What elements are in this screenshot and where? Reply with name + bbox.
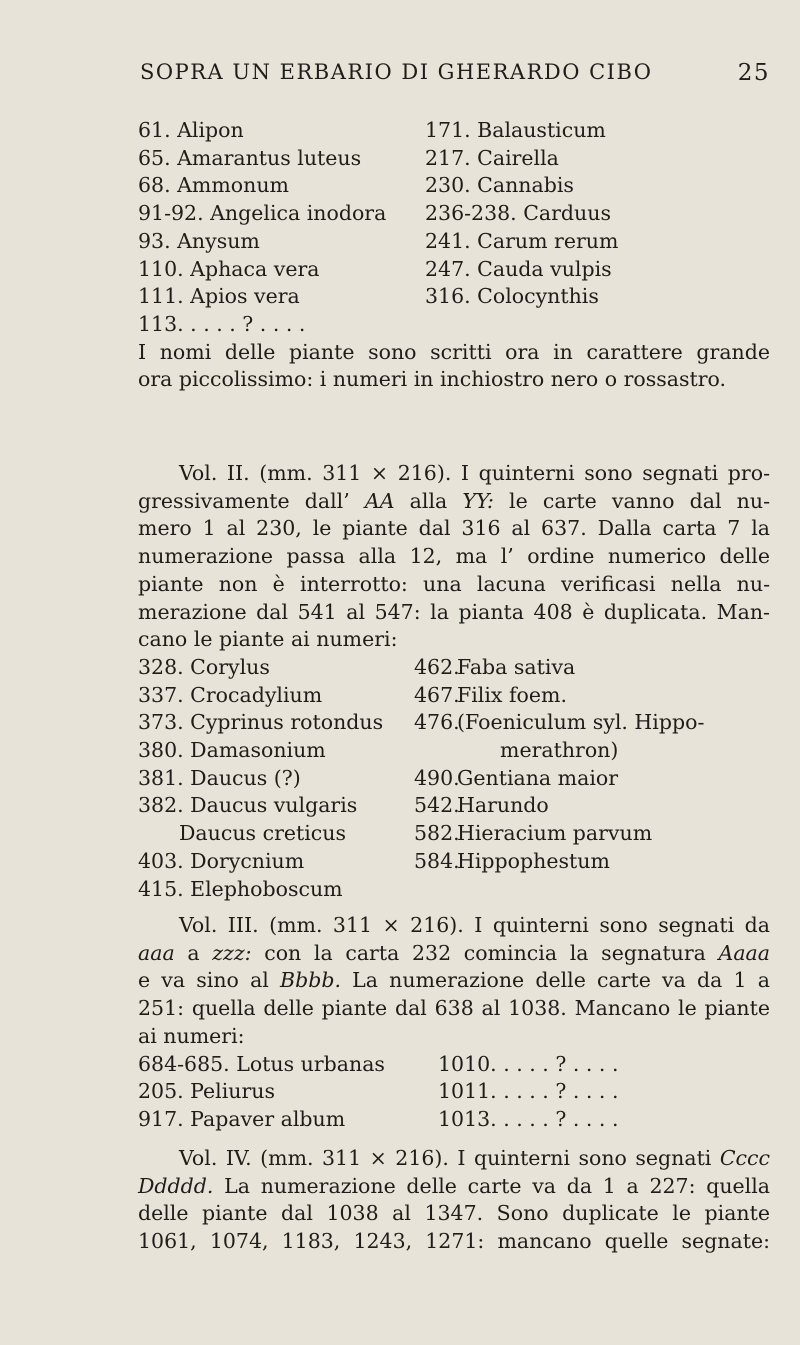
list-item: 476. (Foeniculum syl. Hippo-: [414, 710, 705, 735]
quire-mark: Ddddd.: [138, 1173, 214, 1198]
list-column-left: [138, 654, 414, 903]
list-item: 111. Apios vera: [138, 284, 300, 309]
running-title: SOPRA UN ERBARIO DI GHERARDO CIBO: [140, 60, 653, 84]
quire-mark: Aaaa: [718, 940, 770, 965]
list-item: 1010. . . . . ? . . . .: [438, 1051, 619, 1076]
paragraph-line: 251: quella delle piante dal 638 al 1038. Mancano le piante: [138, 996, 770, 1021]
quire-mark: zzz:: [212, 940, 252, 965]
list-item: 467. Filix foem.: [414, 682, 567, 707]
vol-4-section: [138, 1145, 770, 1256]
list-item: 1011. . . . . ? . . . .: [438, 1079, 619, 1104]
list-item: 61. Alipon: [138, 118, 244, 142]
list-item: 113. . . . . ? . . . .: [138, 311, 306, 336]
list-item: 917. Papaver album: [138, 1106, 346, 1131]
list-item: 217. Cairella: [425, 145, 559, 170]
list-row: [138, 1078, 770, 1106]
paragraph-line: numerazione passa alla 12, ma l’ ordine numerico delle: [138, 544, 770, 569]
list-column-right: [414, 654, 770, 903]
list-row: [138, 200, 770, 228]
note-line: ora piccolissimo: i numeri in inchiostro nero o rossastro.: [138, 367, 727, 392]
quire-mark: aaa: [138, 940, 175, 965]
list-row: [138, 311, 770, 339]
list-item: 68. Ammonum: [138, 173, 289, 198]
vol-2-section: [138, 460, 770, 903]
list-item: 171. Balausticum: [425, 118, 606, 142]
list-row: [138, 145, 770, 173]
list-item: 380. Damasonium: [138, 738, 326, 763]
list-item: 93. Anysum: [138, 228, 260, 253]
paragraph-line: Ddddd. La numerazione delle carte va da 1 a 227: quella: [138, 1173, 770, 1198]
paragraph-line: delle piante dal 1038 al 1347. Sono duplicate le piante: [138, 1201, 770, 1226]
list-item: 91-92. Angelica inodora: [138, 201, 387, 226]
list-item: 247. Cauda vulpis: [425, 256, 612, 281]
list-item: 110. Aphaca vera: [138, 256, 320, 281]
list-item: 241. Carum rerum: [425, 228, 619, 253]
page-number: 25: [737, 60, 770, 86]
plant-list-2: [138, 654, 770, 903]
list-item: 328. Corylus: [138, 654, 270, 679]
list-item: merathron): [500, 738, 619, 763]
paragraph-line: e va sino al Bbbb. La numerazione delle carte va da 1 a: [138, 968, 770, 993]
list-item: 415. Elephoboscum: [138, 876, 343, 901]
note-line: I nomi delle piante sono scritti ora in carattere grande: [138, 339, 770, 364]
list-item: Daucus creticus: [179, 821, 346, 846]
plant-list-1: [138, 117, 770, 394]
paragraph-line: merazione dal 541 al 547: la pianta 408 è duplicata. Man-: [138, 599, 770, 624]
list-item: 236-238. Carduus: [425, 201, 611, 226]
paragraph-line: piante non è interrotto: una lacuna verificasi nella nu-: [138, 571, 770, 596]
vol-3-section: [138, 912, 770, 1134]
list-item: 1013. . . . . ? . . . .: [438, 1106, 619, 1131]
paragraph-line: cano le piante ai numeri:: [138, 627, 398, 652]
paragraph-line: gressivamente dall’ AA alla YY: le carte vanno dal nu-: [138, 488, 771, 513]
paragraph-line: Vol. IV. (mm. 311 × 216). I quinterni sono segnati Cccc: [179, 1146, 770, 1170]
paragraph-line: 1061, 1074, 1183, 1243, 1271: mancano quelle segnate:: [138, 1229, 770, 1254]
list-item: 373. Cyprinus rotondus: [138, 710, 384, 735]
list-item: 381. Daucus (?): [138, 765, 301, 790]
list-item: 582. Hieracium parvum: [414, 821, 653, 846]
list-item: 205. Peliurus: [138, 1079, 276, 1104]
quire-mark: AA: [364, 488, 395, 513]
list-item: 684-685. Lotus urbanas: [138, 1051, 385, 1076]
list-row: [138, 1106, 770, 1134]
list-item: 316. Colocynthis: [425, 284, 599, 309]
list-row: [138, 117, 770, 145]
paragraph-line: mero 1 al 230, le piante dal 316 al 637. Dalla carta 7 la: [138, 516, 770, 541]
list-item: 542. Harundo: [414, 793, 549, 818]
list-item: 490. Gentiana maior: [414, 765, 619, 790]
list-row: [138, 172, 770, 200]
paragraph-line: aaa a zzz: con la carta 232 comincia la segnatura Aaaa: [138, 940, 770, 965]
paragraph-line: ai numeri:: [138, 1023, 245, 1048]
list-item: 382. Daucus vulgaris: [138, 793, 358, 818]
list-item: 230. Cannabis: [425, 173, 574, 198]
list-item: 462. Faba sativa: [414, 654, 576, 679]
list-item: 337. Crocadylium: [138, 682, 323, 707]
list-item: 584. Hippophestum: [414, 848, 610, 873]
paragraph-line: Vol. III. (mm. 311 × 216). I quinterni sono segnati da: [179, 913, 770, 937]
list-row: [138, 256, 770, 284]
list-item: 403. Dorycnium: [138, 848, 305, 873]
list-row: [138, 283, 770, 311]
paragraph-line: Vol. II. (mm. 311 × 216). I quinterni sono segnati pro-: [179, 461, 770, 485]
quire-mark: Bbbb.: [280, 968, 341, 993]
list-row: [138, 1051, 770, 1079]
list-item: 65. Amarantus luteus: [138, 145, 362, 170]
list-row: [138, 228, 770, 256]
quire-mark: Cccc: [719, 1146, 770, 1170]
quire-mark: YY:: [462, 488, 494, 513]
